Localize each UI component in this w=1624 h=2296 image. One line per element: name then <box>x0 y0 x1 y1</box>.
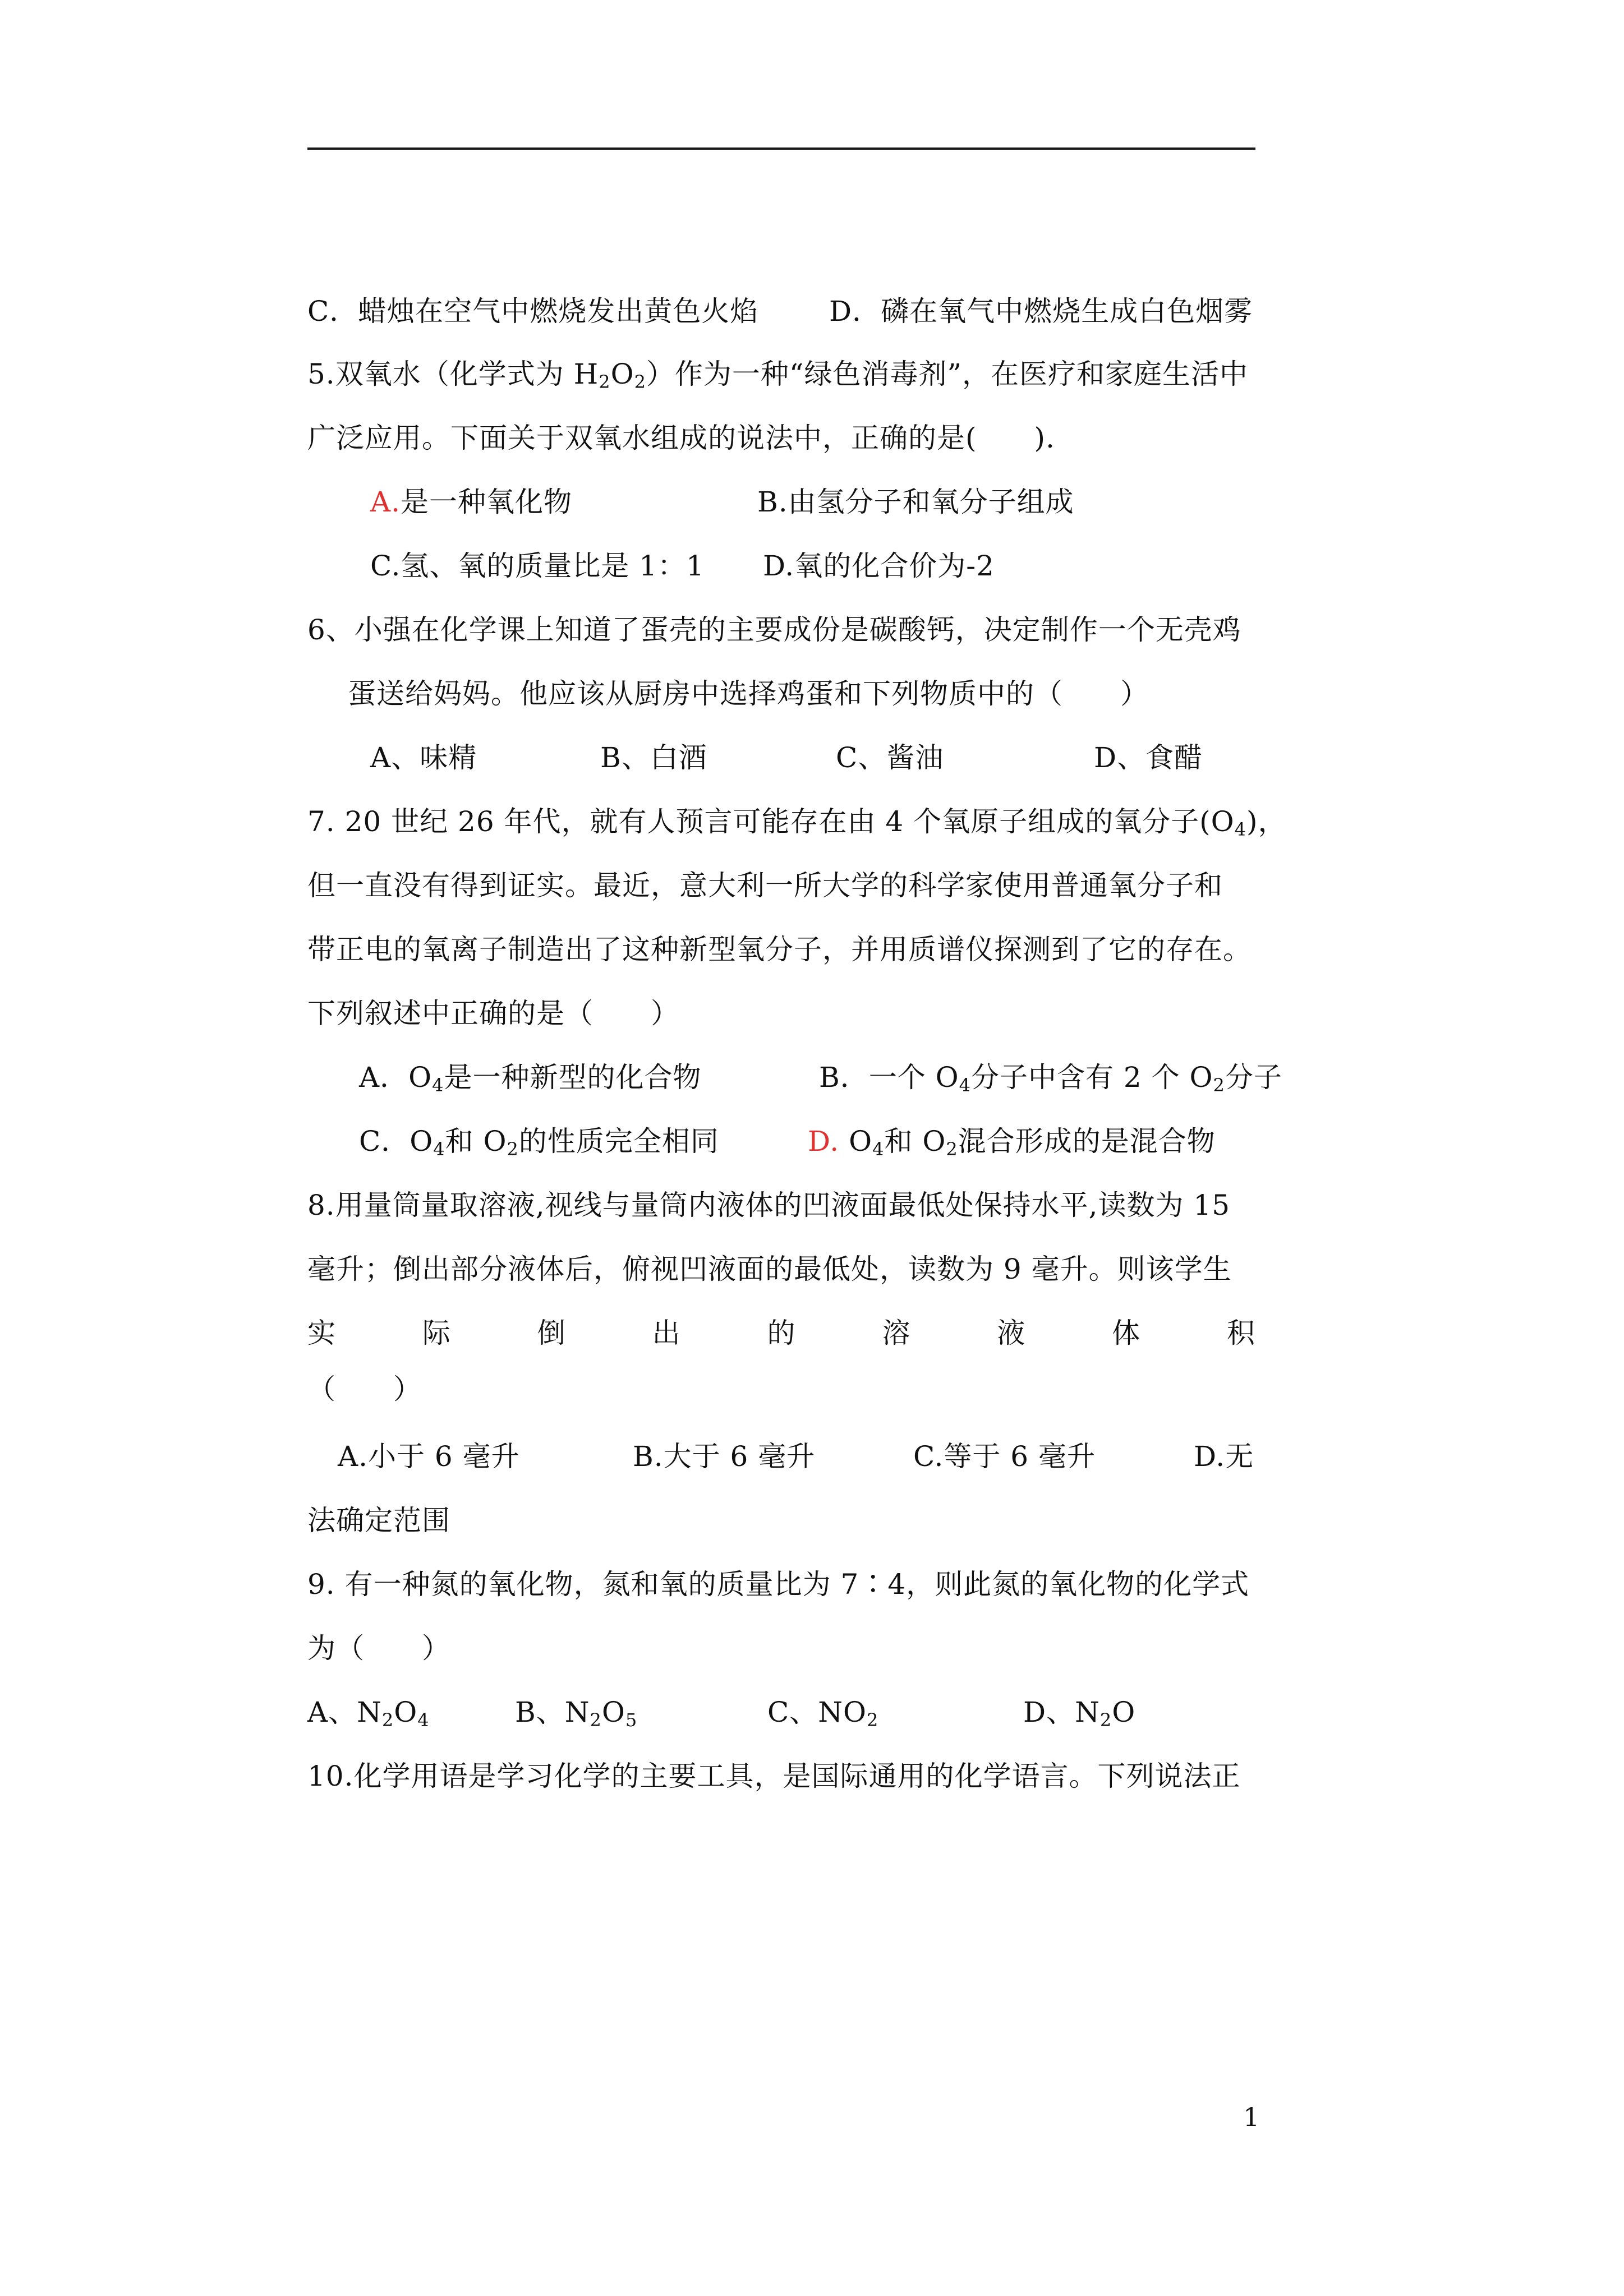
q8-options <box>307 1437 1255 1476</box>
q8-option-a: A.小于 6 毫升 <box>338 1440 520 1473</box>
q8-word: 实 <box>307 1317 336 1349</box>
q8-word: 际 <box>422 1317 451 1349</box>
q6-option-d: D、食醋 <box>1094 741 1203 774</box>
q8-word: 积 <box>1227 1317 1255 1349</box>
q5-options-cd <box>370 546 1318 585</box>
q8-word: 的 <box>767 1317 796 1349</box>
q6-options <box>370 738 1318 777</box>
q5-option-b: B.由氢分子和氧分子组成 <box>757 486 1074 518</box>
q7-option-a: A．$O_4$是一种新型的化合物 <box>359 1061 702 1096</box>
page-number: 1 <box>1243 2102 1260 2132</box>
q10-line1: 10.化学用语是学习化学的主要工具，是国际通用的化学语言。下列说法正 <box>307 1760 1241 1792</box>
q6-option-a: A、味精 <box>370 741 477 774</box>
q5-option-c: C.氢、氧的质量比是 1：1 <box>370 550 705 582</box>
q8-word: 体 <box>1112 1317 1141 1349</box>
q9-option-d: D、$N_2O$ <box>1023 1696 1136 1731</box>
q6-option-c: C、酱油 <box>836 741 944 774</box>
q9-options <box>307 1693 1255 1732</box>
q6-line1: 6、小强在化学课上知道了蛋壳的主要成份是碳酸钙，决定制作一个无壳鸡 <box>307 614 1241 646</box>
q6-line2: 蛋送给妈妈。他应该从厨房中选择鸡蛋和下列物质中的（ ） <box>348 677 1149 710</box>
q8-option-c: C.等于 6 毫升 <box>913 1440 1096 1473</box>
q8-option-d-cont: 法确定范围 <box>307 1504 450 1537</box>
q7-line4: 下列叙述中正确的是（ ） <box>307 997 679 1030</box>
q7-line3: 带正电的氧离子制造出了这种新型氧分子，并用质谱仪探测到了它的存在。 <box>307 933 1252 966</box>
q9-line2: 为（ ） <box>307 1632 450 1665</box>
q9-option-b: B、$N_2O_5$ <box>515 1696 638 1731</box>
q7-option-d: D. $O_4$和 $O_2$混合形成的是混合物 <box>808 1125 1216 1160</box>
q8-word: 溶 <box>882 1317 911 1349</box>
q8-line4: （ ） <box>307 1373 422 1405</box>
q4-option-d: D．磷在氧气中燃烧生成白色烟雾 <box>829 295 1253 328</box>
q7-option-b: B．一个 $O_4$分子中含有 2 个 $O_2$分子 <box>819 1061 1282 1096</box>
q6-option-b: B、白酒 <box>600 741 707 774</box>
q9-option-a: A、$N_2O_4$ <box>307 1696 430 1731</box>
q7-options-ab <box>348 1058 1296 1097</box>
q9-line1: 9. 有一种氮的氧化物，氮和氧的质量比为 7∶4，则此氮的氧化物的化学式 <box>307 1568 1250 1601</box>
q8-line2: 毫升；倒出部分液体后，俯视凹液面的最低处，读数为 9 毫升。则该学生 <box>307 1253 1232 1285</box>
q5-options-ab <box>370 482 1318 522</box>
header-rule <box>307 147 1255 150</box>
q8-word: 出 <box>652 1317 681 1349</box>
q5-line2: 广泛应用。下面关于双氧水组成的说法中，正确的是( ). <box>307 422 1055 454</box>
q8-line1: 8.用量筒量取溶液,视线与量筒内液体的凹液面最低处保持水平,读数为 15 <box>307 1189 1231 1221</box>
q9-option-c: C、$NO_2$ <box>767 1696 879 1731</box>
q4-option-c: C．蜡烛在空气中燃烧发出黄色火焰 <box>307 295 759 328</box>
q7-option-c: C．$O_4$和 $O_2$的性质完全相同 <box>359 1125 719 1160</box>
q5-option-a: A.是一种氧化物 <box>370 486 573 518</box>
q8-line3 <box>307 1313 1255 1353</box>
q8-option-d: D.无 <box>1194 1440 1254 1473</box>
q8-option-b: B.大于 6 毫升 <box>633 1440 816 1473</box>
q7-line2: 但一直没有得到证实。最近，意大利一所大学的科学家使用普通氧分子和 <box>307 869 1223 902</box>
q5-option-d: D.氧的化合价为-2 <box>763 550 995 582</box>
q7-line1: 7. 20 世纪 26 年代，就有人预言可能存在由 4 个氧原子组成的氧分子$(O_4)$， <box>307 805 1287 840</box>
q7-options-cd <box>348 1122 1296 1161</box>
q5-line1: 5.双氧水（化学式为 $H_2O_2$）作为一种“绿色消毒剂”，在医疗和家庭生活中 <box>307 358 1249 393</box>
q4-options-cd <box>307 292 1255 331</box>
q8-word: 倒 <box>537 1317 566 1349</box>
q8-word: 液 <box>997 1317 1026 1349</box>
